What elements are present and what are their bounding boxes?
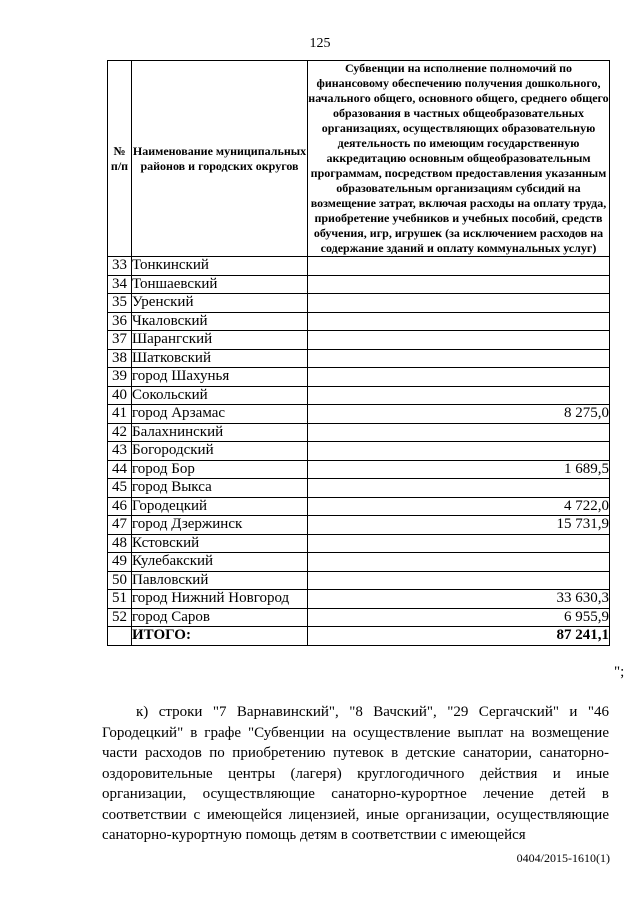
amendment-paragraph: к) строки "7 Варнавинский", "8 Вачский", "29 Сергачский" и "46 Городецкий" в графе "Субвенции на осуществление выплат на возмещение части расходов по приобретению путевок в детские санатории, санаторно-оздоровительные центры (лагеря) круглогодичного действия и иные организации, осуществляющие санаторно-курортное лечение детей в соответствии с имеющейся лицензией, иные организации, осуществляющие санаторно-курортную помощь детям в соответствии с имеющейся — [102, 704, 609, 843]
row-number: 36 — [108, 312, 132, 331]
table-row — [108, 275, 610, 294]
table-row — [108, 460, 610, 479]
row-municipality: город Шахунья — [132, 368, 308, 387]
row-subsidy-value: 33 630,3 — [308, 590, 610, 609]
row-subsidy-value — [308, 386, 610, 405]
row-subsidy-value — [308, 553, 610, 572]
row-subsidy-value: 4 722,0 — [308, 497, 610, 516]
row-subsidy-value: 15 731,9 — [308, 516, 610, 535]
table-row — [108, 423, 610, 442]
row-subsidy-value — [308, 479, 610, 498]
row-subsidy-value — [308, 442, 610, 461]
row-number: 49 — [108, 553, 132, 572]
row-subsidy-value — [308, 534, 610, 553]
page-number: 125 — [309, 36, 331, 51]
header-municipality-name: Наименование муниципальных районов и городских округов — [132, 61, 308, 257]
closing-quote-mark: "; — [614, 664, 625, 680]
table-body — [108, 257, 610, 646]
table-row — [108, 349, 610, 368]
table-row — [108, 405, 610, 424]
table-row — [108, 571, 610, 590]
table-row — [108, 368, 610, 387]
row-number: 51 — [108, 590, 132, 609]
row-number: 52 — [108, 608, 132, 627]
subsidy-table — [107, 60, 610, 646]
total-value: 87 241,1 — [308, 627, 610, 646]
row-subsidy-value — [308, 423, 610, 442]
row-subsidy-value: 6 955,9 — [308, 608, 610, 627]
table-row — [108, 608, 610, 627]
table-row — [108, 294, 610, 313]
table-row — [108, 534, 610, 553]
row-municipality: город Дзержинск — [132, 516, 308, 535]
row-municipality: город Саров — [132, 608, 308, 627]
row-municipality: Чкаловский — [132, 312, 308, 331]
table-row — [108, 331, 610, 350]
row-municipality: Богородский — [132, 442, 308, 461]
table-row — [108, 312, 610, 331]
table-row — [108, 497, 610, 516]
row-municipality: Городецкий — [132, 497, 308, 516]
header-number: № п/п — [108, 61, 132, 257]
header-subsidy: Субвенции на исполнение полномочий по финансовому обеспечению получения дошкольного, начального общего, основного общего, среднего общего образования в частных общеобразовательных организациях, осуществляющих образовательную деятельность по имеющим государственную аккредитацию основным общеобразовательным программам, посредством предоставления указанным образовательным организациям субсидий на возмещение затрат, включая расходы на оплату труда, приобретение учебников и учебных пособий, средств обучения, игр, игрушек (за исключением расходов на содержание зданий и оплату коммунальных услуг) — [308, 61, 609, 255]
row-subsidy-value: 1 689,5 — [308, 460, 610, 479]
row-number: 37 — [108, 331, 132, 350]
row-subsidy-value — [308, 312, 610, 331]
row-number: 43 — [108, 442, 132, 461]
row-subsidy-value — [308, 349, 610, 368]
row-number: 50 — [108, 571, 132, 590]
row-municipality: Кстовский — [132, 534, 308, 553]
row-number: 42 — [108, 423, 132, 442]
row-municipality: Тонкинский — [132, 257, 308, 276]
row-municipality: Уренский — [132, 294, 308, 313]
row-municipality: Шарангский — [132, 331, 308, 350]
row-subsidy-value — [308, 368, 610, 387]
row-municipality: город Нижний Новгород — [132, 590, 308, 609]
table-row — [108, 479, 610, 498]
row-municipality: Тоншаевский — [132, 275, 308, 294]
row-number: 41 — [108, 405, 132, 424]
row-number: 40 — [108, 386, 132, 405]
row-number: 45 — [108, 479, 132, 498]
table-row — [108, 442, 610, 461]
row-municipality: город Бор — [132, 460, 308, 479]
table-row — [108, 386, 610, 405]
row-number: 39 — [108, 368, 132, 387]
table-header-row — [108, 61, 610, 257]
row-subsidy-value — [308, 275, 610, 294]
row-number: 34 — [108, 275, 132, 294]
row-number: 38 — [108, 349, 132, 368]
total-row — [108, 627, 610, 646]
row-number: 48 — [108, 534, 132, 553]
row-municipality: Сокольский — [132, 386, 308, 405]
total-number-cell — [108, 627, 132, 646]
row-subsidy-value — [308, 571, 610, 590]
row-number: 44 — [108, 460, 132, 479]
document-code: 0404/2015-1610(1) — [516, 851, 610, 865]
table-row — [108, 553, 610, 572]
row-municipality: город Выкса — [132, 479, 308, 498]
row-number: 35 — [108, 294, 132, 313]
total-label: ИТОГО: — [132, 627, 308, 646]
row-municipality: Шатковский — [132, 349, 308, 368]
row-municipality: Павловский — [132, 571, 308, 590]
row-subsidy-value — [308, 257, 610, 276]
row-subsidy-value — [308, 331, 610, 350]
row-number: 47 — [108, 516, 132, 535]
row-subsidy-value — [308, 294, 610, 313]
row-subsidy-value: 8 275,0 — [308, 405, 610, 424]
row-municipality: город Арзамас — [132, 405, 308, 424]
row-number: 33 — [108, 257, 132, 276]
table-row — [108, 516, 610, 535]
row-municipality: Кулебакский — [132, 553, 308, 572]
row-municipality: Балахнинский — [132, 423, 308, 442]
table-row — [108, 590, 610, 609]
table-row — [108, 257, 610, 276]
row-number: 46 — [108, 497, 132, 516]
